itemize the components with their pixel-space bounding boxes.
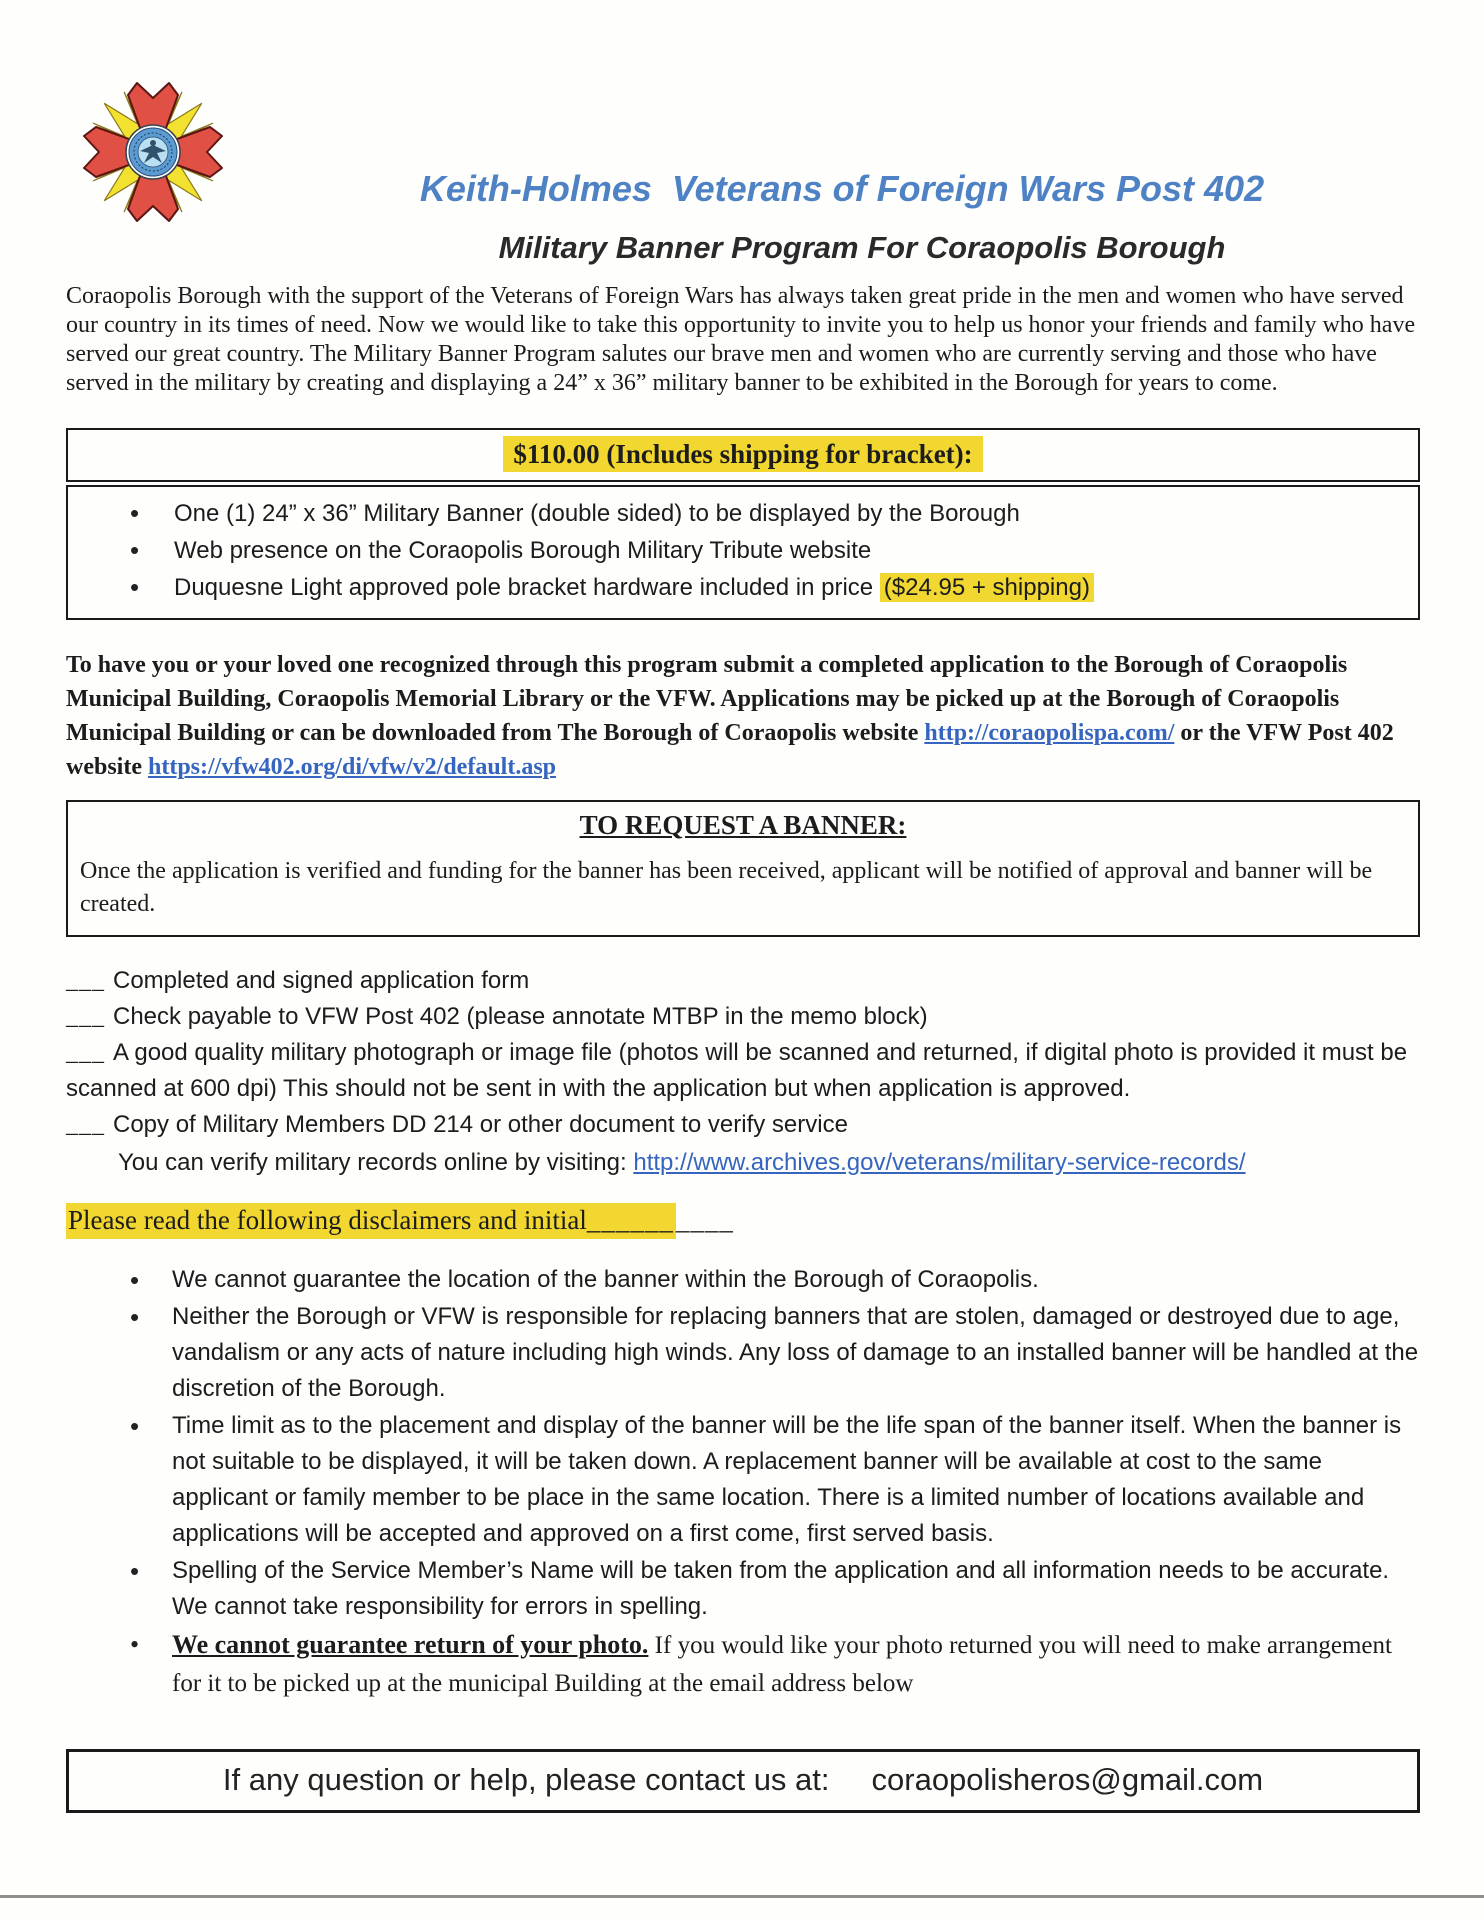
disclaimer-photo-rest: If you would like your photo returned you will need to make arrangement for it to be picked up at the municipal Building at the email address below [172, 1632, 1392, 1697]
scan-edge-line [0, 1895, 1484, 1898]
disclaimer-item: • Spelling of the Service Member’s Name will be taken from the application and all information needs to be accurate. We cannot take responsibility for errors in spelling. [130, 1553, 1420, 1625]
disclaimers-header [66, 1205, 734, 1236]
request-banner-box [66, 800, 1420, 937]
contact-label: If any question or help, please contact us at: [222, 1762, 830, 1797]
initial-blank: ___ [66, 1040, 105, 1066]
price-item [78, 569, 1408, 606]
checklist-item-text: Completed and signed application form [113, 967, 530, 994]
price-item [78, 532, 1408, 569]
verify-records-label: You can verify military records online by visiting: [118, 1149, 634, 1176]
vfw-emblem-icon [78, 76, 228, 228]
document-header [0, 0, 1484, 282]
page-subtitle: Military Banner Program For Coraopolis Borough [498, 230, 1226, 265]
request-banner-title: TO REQUEST A BANNER: [579, 810, 907, 840]
initial-blank: ___ [66, 1112, 105, 1138]
checklist-item-text: A good quality military photograph or image file (photos will be scanned and returned, if digital photo is provided it must be scanned at 600 dpi) This should not be sent in with the application but when application is approved. [66, 1039, 1408, 1102]
contact-email: coraopolisheros@gmail.com [871, 1762, 1264, 1797]
price-item-highlight: ($24.95 + shipping) [880, 573, 1094, 602]
checklist-item [66, 1107, 1420, 1143]
archives-records-link[interactable]: http://www.archives.gov/veterans/military-service-records/ [633, 1149, 1246, 1176]
initial-blank: ___ [66, 1004, 105, 1030]
price-item [78, 495, 1408, 532]
initial-blank-line: ______ [586, 1205, 674, 1235]
price-item-text: Web presence on the Coraopolis Borough Military Tribute website [174, 537, 872, 564]
price-item-text: One (1) 24” x 36” Military Banner (double sided) to be displayed by the Borough [174, 500, 1020, 527]
disclaimer-item-photo-return [130, 1626, 1420, 1703]
checklist-item-text: Copy of Military Members DD 214 or other document to verify service [113, 1111, 848, 1138]
vfw402-website-link[interactable]: https://vfw402.org/di/vfw/v2/default.asp [147, 754, 557, 780]
application-checklist [66, 963, 1420, 1181]
submit-paragraph-text: To have you or your loved one recognized through this program submit a completed application to the Borough of Coraopolis Municipal Building, Coraopolis Memorial Library or the VFW. Applications may be picked up at the Borough of Coraopolis Municipal Building or can be downloaded from The Borough of Coraopolis website [66, 652, 1348, 746]
price-section [66, 428, 1420, 620]
checklist-item [66, 1035, 1420, 1107]
initial-blank-line-tail: ____ [675, 1205, 734, 1235]
submit-paragraph [66, 648, 1420, 784]
checklist-item [66, 963, 1420, 999]
disclaimer-item: • We cannot guarantee the location of the banner within the Borough of Coraopolis. [130, 1262, 1420, 1298]
disclaimers-header-text: Please read the following disclaimers and initial [68, 1205, 587, 1235]
contact-box [66, 1749, 1420, 1813]
verify-records-line [66, 1145, 1420, 1181]
disclaimer-item: • Neither the Borough or VFW is responsible for replacing banners that are stolen, damaged or destroyed due to age, vandalism or any acts of nature including high winds. Any loss of damage to an installed banner will be handled at the discretion of the Borough. [130, 1299, 1420, 1407]
submit-paragraph-text: or the VFW Post 402 website [66, 720, 1394, 780]
checklist-item-text: Check payable to VFW Post 402 (please annotate MTBP in the memo block) [113, 1003, 928, 1030]
coraopolis-website-link[interactable]: http://coraopolispa.com/ [924, 720, 1175, 746]
request-banner-body: Once the application is verified and funding for the banner has been received, applicant will be notified of approval and banner will be created. [80, 858, 1373, 917]
price-header-box [66, 428, 1420, 482]
disclaimers-list [66, 1262, 1420, 1703]
disclaimers-header-highlight [66, 1203, 676, 1239]
page-title: Keith-Holmes Veterans of Foreign Wars Post 402 [419, 168, 1265, 209]
disclaimer-item: • Time limit as to the placement and display of the banner will be the life span of the banner itself. When the banner is not suitable to be displayed, it will be taken down. A replacement banner will be available at cost to the same applicant or family member to be place in the same location. There is a limited number of locations available and applications will be accepted and approved on a first come, first served basis. [130, 1408, 1420, 1552]
price-title-highlighted: $110.00 (Includes shipping for bracket): [503, 436, 982, 472]
intro-paragraph: Coraopolis Borough with the support of the Veterans of Foreign Wars has always taken great pride in the men and women who have served our country in its times of need. Now we would like to take this opportunity to invite you to help us honor your friends and family who have served our great country. The Military Banner Program salutes our brave men and women who are currently serving and those who have served in the military by creating and displaying a 24” x 36” military banner to be exhibited in the Borough for years to come. [66, 283, 1416, 396]
price-item-text: Duquesne Light approved pole bracket hardware included in price [174, 574, 880, 601]
initial-blank: ___ [66, 968, 105, 994]
checklist-item [66, 999, 1420, 1035]
price-items-box [66, 485, 1420, 620]
disclaimer-photo-bold: We cannot guarantee return of your photo. [172, 1630, 649, 1659]
